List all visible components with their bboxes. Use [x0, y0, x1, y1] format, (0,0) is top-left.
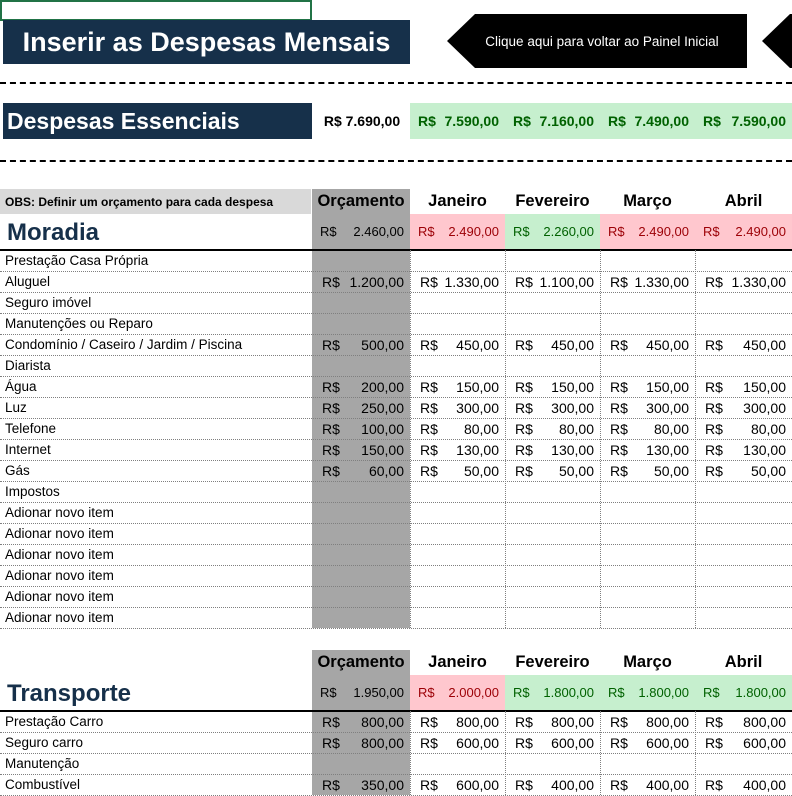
budget-cell[interactable]	[312, 418, 410, 439]
currency-symbol: R$	[420, 713, 438, 730]
currency-symbol: R$	[322, 378, 340, 395]
expense-label[interactable]: Telefone	[5, 421, 57, 436]
row-divider	[0, 544, 792, 545]
currency-symbol: R$	[420, 776, 438, 793]
currency-symbol: R$	[705, 336, 723, 353]
month-cell[interactable]	[505, 271, 600, 292]
amount: 150,00	[456, 378, 499, 395]
budget-cell[interactable]	[312, 397, 410, 418]
currency-symbol: R$	[705, 399, 723, 416]
expense-label[interactable]: Diarista	[5, 358, 51, 373]
currency-symbol: R$	[610, 273, 628, 290]
currency-symbol: R$	[515, 734, 533, 751]
amount: 2.490,00	[638, 224, 689, 239]
month-cell[interactable]	[600, 271, 695, 292]
month-cell[interactable]	[410, 732, 505, 753]
amount: 400,00	[551, 776, 594, 793]
section-title: Moradia	[7, 218, 100, 246]
budget-cell[interactable]	[312, 271, 410, 292]
month-cell[interactable]	[695, 774, 792, 795]
amount: 800,00	[743, 713, 786, 730]
essentials-month-total	[600, 103, 695, 139]
currency-symbol: R$	[703, 685, 720, 700]
amount: 1.800,00	[735, 685, 786, 700]
column-header: Março	[623, 192, 672, 210]
row-divider	[0, 481, 792, 482]
amount: 800,00	[456, 713, 499, 730]
month-cell[interactable]	[505, 732, 600, 753]
expense-label[interactable]: Adionar novo item	[5, 547, 114, 562]
row-divider	[0, 355, 792, 356]
amount: 60,00	[368, 462, 404, 479]
amount: 450,00	[646, 336, 689, 353]
month-cell[interactable]	[505, 774, 600, 795]
month-cell[interactable]	[695, 418, 792, 439]
row-divider	[0, 292, 792, 293]
currency-symbol: R$	[420, 273, 438, 290]
expense-label[interactable]: Internet	[5, 442, 51, 457]
month-cell[interactable]	[695, 397, 792, 418]
currency-symbol: R$	[608, 113, 626, 129]
month-total	[600, 675, 695, 710]
amount: 150,00	[551, 378, 594, 395]
currency-symbol: R$	[705, 462, 723, 479]
row-divider	[0, 502, 792, 503]
amount: 1.330,00	[731, 273, 786, 290]
amount: 250,00	[361, 399, 404, 416]
row-divider	[0, 628, 792, 629]
currency-symbol: R$	[515, 713, 533, 730]
month-cell[interactable]	[600, 418, 695, 439]
currency-symbol: R$	[515, 441, 533, 458]
currency-symbol: R$	[420, 734, 438, 751]
amount: 1.800,00	[638, 685, 689, 700]
month-cell[interactable]	[410, 397, 505, 418]
currency-symbol: R$	[515, 378, 533, 395]
amount: 350,00	[361, 776, 404, 793]
back-button-label: Clique aqui para voltar ao Painel Inicial	[485, 33, 719, 49]
month-cell[interactable]	[410, 418, 505, 439]
month-cell[interactable]	[600, 334, 695, 355]
currency-symbol: R$	[705, 273, 723, 290]
column-header: Abril	[724, 192, 763, 210]
month-cell[interactable]	[695, 376, 792, 397]
amount: 450,00	[551, 336, 594, 353]
month-cell[interactable]	[410, 460, 505, 481]
amount: 1.950,00	[353, 685, 404, 700]
amount: 600,00	[456, 776, 499, 793]
essentials-label: Despesas Essenciais	[3, 103, 312, 139]
expense-label[interactable]: Manutenção	[5, 756, 80, 771]
currency-symbol: R$	[705, 776, 723, 793]
month-cell[interactable]	[695, 711, 792, 732]
amount: 50,00	[558, 462, 594, 479]
currency-symbol: R$	[513, 685, 530, 700]
currency-symbol: R$	[608, 224, 625, 239]
essentials-month-total	[505, 103, 600, 139]
currency-symbol: R$	[322, 336, 340, 353]
amount: 300,00	[743, 399, 786, 416]
next-arrow-button[interactable]	[762, 14, 792, 68]
amount: 800,00	[551, 713, 594, 730]
amount: 130,00	[743, 441, 786, 458]
amount: 1.330,00	[634, 273, 689, 290]
arrow-left-icon	[762, 14, 792, 68]
amount: 600,00	[456, 734, 499, 751]
amount: 500,00	[361, 336, 404, 353]
amount: 300,00	[646, 399, 689, 416]
amount: 7.590,00	[444, 113, 499, 129]
currency-symbol: R$	[420, 441, 438, 458]
currency-symbol: R$	[420, 336, 438, 353]
amount: 130,00	[456, 441, 499, 458]
column-header: Orçamento	[317, 192, 405, 210]
budget-cell[interactable]	[312, 439, 410, 460]
amount: 7.590,00	[731, 113, 786, 129]
amount: 300,00	[456, 399, 499, 416]
budget-cell[interactable]	[312, 334, 410, 355]
budget-cell[interactable]	[312, 732, 410, 753]
month-total	[505, 675, 600, 710]
month-total	[410, 214, 505, 249]
currency-symbol: R$	[418, 224, 435, 239]
currency-symbol: R$	[418, 113, 436, 129]
expense-label[interactable]: Adionar novo item	[5, 526, 114, 541]
month-cell[interactable]	[505, 460, 600, 481]
row-divider	[0, 565, 792, 566]
column-header: Abril	[724, 653, 763, 671]
month-cell[interactable]	[505, 418, 600, 439]
amount: 80,00	[653, 420, 689, 437]
month-cell[interactable]	[695, 439, 792, 460]
section-title: Transporte	[7, 679, 132, 707]
amount: 130,00	[646, 441, 689, 458]
month-cell[interactable]	[410, 271, 505, 292]
currency-symbol: R$	[610, 734, 628, 751]
currency-symbol: R$	[515, 776, 533, 793]
month-total	[695, 675, 792, 710]
amount: 1.330,00	[444, 273, 499, 290]
month-total	[410, 675, 505, 710]
month-cell[interactable]	[695, 271, 792, 292]
currency-symbol: R$	[515, 420, 533, 437]
currency-symbol: R$	[322, 399, 340, 416]
currency-symbol: R$	[322, 441, 340, 458]
month-total	[695, 214, 792, 249]
month-cell[interactable]	[410, 334, 505, 355]
amount: 600,00	[551, 734, 594, 751]
currency-symbol: R$	[703, 113, 721, 129]
amount: 130,00	[551, 441, 594, 458]
column-header: Fevereiro	[515, 653, 590, 671]
amount: 7.160,00	[539, 113, 594, 129]
currency-symbol: R$	[513, 113, 531, 129]
amount: 450,00	[743, 336, 786, 353]
month-cell[interactable]	[505, 397, 600, 418]
currency-symbol: R$	[322, 734, 340, 751]
month-cell[interactable]	[600, 376, 695, 397]
month-cell[interactable]	[695, 732, 792, 753]
selected-cell[interactable]	[0, 0, 312, 21]
row-divider	[0, 753, 792, 754]
amount: 1.100,00	[539, 273, 594, 290]
expense-label[interactable]: Adionar novo item	[5, 568, 114, 583]
budget-cell[interactable]	[312, 376, 410, 397]
currency-symbol: R$	[705, 420, 723, 437]
currency-symbol: R$	[608, 685, 625, 700]
currency-symbol: R$	[515, 462, 533, 479]
month-cell[interactable]	[600, 460, 695, 481]
month-cell[interactable]	[600, 439, 695, 460]
amount: 200,00	[361, 378, 404, 395]
currency-symbol: R$	[610, 336, 628, 353]
currency-symbol: R$	[320, 224, 337, 239]
month-cell[interactable]	[410, 774, 505, 795]
month-cell[interactable]	[410, 439, 505, 460]
expense-label[interactable]: Prestação Casa Própria	[5, 253, 149, 268]
amount: 2.460,00	[353, 224, 404, 239]
currency-symbol: R$	[420, 462, 438, 479]
budget-cell[interactable]	[312, 774, 410, 795]
amount: 50,00	[750, 462, 786, 479]
amount: 80,00	[463, 420, 499, 437]
page-title: Inserir as Despesas Mensais	[3, 20, 410, 64]
expense-label[interactable]: Impostos	[5, 484, 60, 499]
back-to-dashboard-button[interactable]	[447, 14, 747, 68]
currency-symbol: R$	[322, 462, 340, 479]
currency-symbol: R$	[418, 685, 435, 700]
month-total	[505, 214, 600, 249]
month-total	[600, 214, 695, 249]
amount: 50,00	[653, 462, 689, 479]
expense-label[interactable]: Adionar novo item	[5, 610, 114, 625]
currency-symbol: R$	[515, 273, 533, 290]
expense-label[interactable]: Prestação Carro	[5, 714, 104, 729]
currency-symbol: R$	[320, 685, 337, 700]
row-divider	[0, 607, 792, 608]
month-cell[interactable]	[410, 711, 505, 732]
amount: 2.000,00	[448, 685, 499, 700]
amount: 7.490,00	[634, 113, 689, 129]
currency-symbol: R$	[610, 399, 628, 416]
column-header: Fevereiro	[515, 192, 590, 210]
amount: 80,00	[750, 420, 786, 437]
currency-symbol: R$	[420, 420, 438, 437]
essentials-month-total	[695, 103, 792, 139]
expense-label[interactable]: Adionar novo item	[5, 589, 114, 604]
amount: 2.260,00	[543, 224, 594, 239]
currency-symbol: R$	[513, 224, 530, 239]
budget-cell[interactable]	[312, 460, 410, 481]
amount: 2.490,00	[735, 224, 786, 239]
obs-note: OBS: Definir um orçamento para cada despesa	[0, 189, 311, 214]
amount: 450,00	[456, 336, 499, 353]
amount: 150,00	[361, 441, 404, 458]
amount: 800,00	[646, 713, 689, 730]
month-cell[interactable]	[505, 334, 600, 355]
row-divider	[0, 523, 792, 524]
currency-symbol: R$	[610, 713, 628, 730]
currency-symbol: R$	[705, 734, 723, 751]
amount: 300,00	[551, 399, 594, 416]
currency-symbol: R$	[515, 399, 533, 416]
month-cell[interactable]	[600, 774, 695, 795]
expense-label[interactable]: Condomínio / Caseiro / Jardim / Piscina	[5, 337, 243, 352]
expense-label[interactable]: Gás	[5, 463, 30, 478]
column-header: Janeiro	[428, 192, 487, 210]
amount: 150,00	[743, 378, 786, 395]
row-divider	[0, 586, 792, 587]
currency-symbol: R$	[420, 399, 438, 416]
currency-symbol: R$	[703, 224, 720, 239]
column-header: Março	[623, 653, 672, 671]
currency-symbol: R$	[610, 462, 628, 479]
expense-label[interactable]: Combustível	[5, 777, 81, 792]
expense-label[interactable]: Água	[5, 379, 37, 394]
column-header: Janeiro	[428, 653, 487, 671]
month-cell[interactable]	[695, 334, 792, 355]
month-cell[interactable]	[505, 439, 600, 460]
currency-symbol: R$	[420, 378, 438, 395]
amount: 2.490,00	[448, 224, 499, 239]
month-cell[interactable]	[410, 376, 505, 397]
amount: 400,00	[743, 776, 786, 793]
amount: 150,00	[646, 378, 689, 395]
amount: 1.200,00	[349, 273, 404, 290]
currency-symbol: R$	[322, 713, 340, 730]
currency-symbol: R$	[705, 441, 723, 458]
month-cell[interactable]	[695, 460, 792, 481]
amount: 800,00	[361, 734, 404, 751]
currency-symbol: R$	[705, 713, 723, 730]
month-cell[interactable]	[600, 397, 695, 418]
currency-symbol: R$	[322, 420, 340, 437]
amount: 800,00	[361, 713, 404, 730]
currency-symbol: R$	[322, 273, 340, 290]
currency-symbol: R$	[705, 378, 723, 395]
amount: 1.800,00	[543, 685, 594, 700]
month-cell[interactable]	[505, 711, 600, 732]
expense-label[interactable]: Luz	[5, 400, 27, 415]
month-cell[interactable]	[505, 376, 600, 397]
currency-symbol: R$	[322, 776, 340, 793]
amount: 400,00	[646, 776, 689, 793]
expense-label[interactable]: Seguro imóvel	[5, 295, 92, 310]
currency-symbol: R$	[515, 336, 533, 353]
amount: 100,00	[361, 420, 404, 437]
essentials-month-total	[410, 103, 505, 139]
currency-symbol: R$	[610, 776, 628, 793]
budget-total	[312, 675, 410, 710]
month-cell[interactable]	[600, 711, 695, 732]
month-cell[interactable]	[600, 732, 695, 753]
expense-label[interactable]: Aluguel	[5, 274, 51, 289]
currency-symbol: R$	[610, 420, 628, 437]
currency-symbol: R$	[610, 378, 628, 395]
divider	[0, 160, 792, 162]
divider	[0, 82, 792, 84]
amount: 50,00	[463, 462, 499, 479]
currency-symbol: R$	[610, 441, 628, 458]
amount: 80,00	[558, 420, 594, 437]
expense-label[interactable]: Adionar novo item	[5, 505, 114, 520]
budget-total	[312, 214, 410, 249]
amount: 600,00	[646, 734, 689, 751]
expense-label[interactable]: Manutenções ou Reparo	[5, 316, 153, 331]
column-header: Orçamento	[317, 653, 405, 671]
essentials-budget-total: R$ 7.690,00	[323, 113, 401, 129]
budget-cell[interactable]	[312, 711, 410, 732]
expense-label[interactable]: Seguro carro	[5, 735, 84, 750]
amount: 600,00	[743, 734, 786, 751]
